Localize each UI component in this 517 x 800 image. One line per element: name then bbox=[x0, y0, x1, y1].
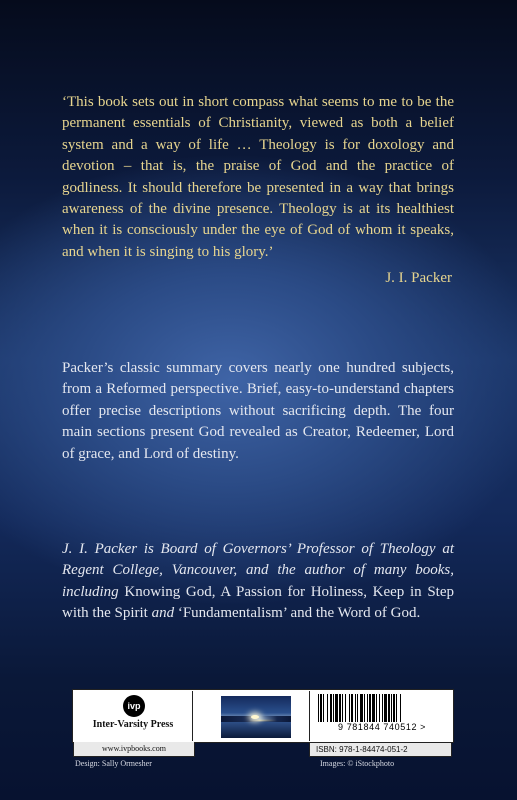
barcode-bar bbox=[401, 694, 403, 722]
bio-end: . bbox=[416, 605, 421, 622]
bio-book-titles-1: Knowing God, A Passion for Holiness, Keep in Step with the Spirit bbox=[62, 583, 454, 622]
publisher-box bbox=[74, 691, 193, 741]
barcode bbox=[309, 691, 453, 741]
bio-book-titles-2: ‘Fundamentalism’ and the Word of God bbox=[177, 605, 417, 622]
images-credit: Images: © iStockphoto bbox=[320, 759, 395, 768]
author-bio bbox=[62, 539, 454, 625]
book-summary: Packer’s classic summary covers nearly one hundred subjects, from a Reformed perspective. Brief, easy-to-understand chapters offer precise descriptions without sacrificing depth. The four main sections present God revealed as Creator, Redeemer, Lord of grace, and Lord of destiny. bbox=[62, 360, 454, 462]
bio-text-1: J. I. Packer is Board of Governors’ Professor of Theology at Regent College, Vancouver, and the author of many books, including bbox=[62, 541, 454, 600]
lake-sunrise-photo bbox=[221, 696, 291, 738]
ivp-logo-icon: ivp bbox=[123, 695, 145, 717]
publisher-url: www.ivpbooks.com bbox=[73, 742, 195, 757]
design-credit: Design: Sally Ormesher bbox=[75, 759, 152, 768]
isbn-label: ISBN: 978-1-84474-051-2 bbox=[309, 743, 452, 757]
photo-sun bbox=[251, 715, 259, 719]
endorsement-quote: ‘This book sets out in short compass what seems to me to be the permanent essentials of Christianity, viewed as both a belief system and a way of life … Theology is for doxology and devotion – that is, the praise of God and the practice of godliness. It should therefore be presented in a way that brings awareness of the divine presence. Theology is at its healthiest when it is consciously under the eye of God of whom it speaks, and when it is singing to his glory.’ bbox=[62, 94, 454, 260]
quote-attribution: J. I. Packer bbox=[385, 270, 452, 286]
bio-text-2: and bbox=[147, 605, 178, 622]
publisher-name: Inter-Varsity Press bbox=[92, 719, 174, 730]
publisher-strip bbox=[72, 689, 454, 754]
barcode-bars-icon bbox=[318, 694, 444, 722]
barcode-digits: 9 781844 740512 > bbox=[337, 722, 427, 732]
